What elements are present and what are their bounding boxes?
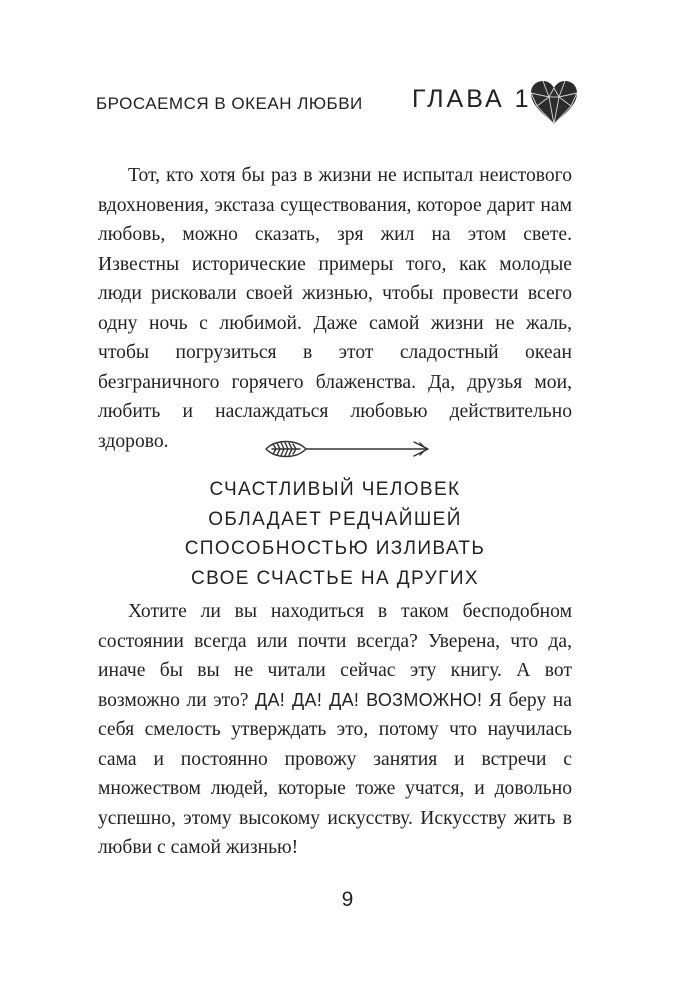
body-paragraph-2 (98, 597, 572, 863)
page-number: 9 (341, 888, 354, 911)
chapter-label: ГЛАВА 1 (412, 85, 532, 113)
quote-line: СПОСОБНОСТЬЮ ИЗЛИВАТЬ (184, 538, 486, 559)
pull-quote (98, 475, 572, 593)
arrow-ornament-icon (262, 436, 438, 462)
body-paragraph-1 (98, 161, 572, 456)
paragraph-2-text (98, 597, 572, 863)
paragraph-2-before: Хотите ли вы находиться в таком бесподобном состоянии всегда или почти всегда? Уверена, что да, иначе бы вы не читали сейчас эту книгу. А вот возможно ли это? (98, 601, 572, 711)
running-head (96, 80, 596, 130)
paragraph-2-emphasis: ДА! ДА! ДА! ВОЗМОЖНО! (255, 689, 483, 710)
running-title: БРОСАЕМСЯ В ОКЕАН ЛЮБВИ (96, 94, 363, 113)
quote-line: СЧАСТЛИВЫЙ ЧЕЛОВЕК (209, 479, 461, 500)
paragraph-1-text: Тот, кто хотя бы раз в жизни не испытал неистового вдохновения, экстаза существования, которое дарит нам любовь, можно сказать, зря жил на этом свете. Известны исторические примеры того, как молодые люди рисковали своей жизнью, чтобы провести всего одну ночь с любимой. Даже самой жизни не жаль, чтобы погрузиться в этот сладостный океан безграничного горячего блаженства. Да, друзья мои, любить и наслаждаться любовью действительно здорово. (98, 165, 572, 452)
paragraph-2-after: Я беру на себя смелость утверждать это, потому что научилась сама и постоянно провожу занятия и встречи с множеством людей, которые тоже учатся, и довольно успешно, этому высокому искусству. Искусству жить в любви с самой жизнью! (98, 689, 572, 858)
heart-icon (528, 80, 580, 126)
quote-line: ОБЛАДАЕТ РЕДЧАЙШЕЙ (208, 508, 462, 530)
quote-line: СВОЕ СЧАСТЬЕ НА ДРУГИХ (191, 567, 479, 589)
